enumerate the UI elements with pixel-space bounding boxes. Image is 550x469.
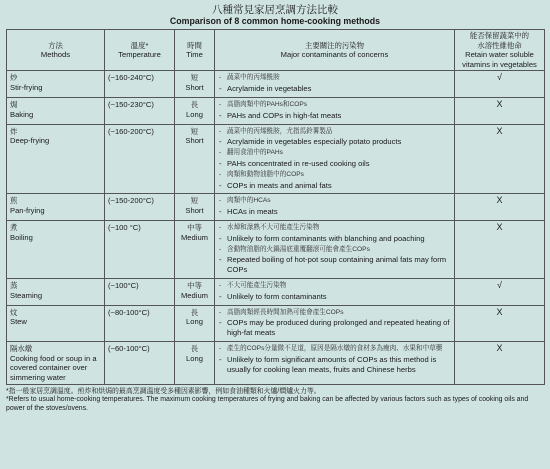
- table-row: [7, 341, 545, 384]
- method-zh: 蒸: [10, 280, 18, 290]
- contaminants-cell: [215, 71, 455, 98]
- contaminant-en: - Acrylamide in vegetables: [218, 84, 451, 94]
- contaminants-cell: [215, 305, 455, 341]
- contaminants-cell: [215, 194, 455, 221]
- contaminants-cell: [215, 278, 455, 305]
- method-cell: [7, 220, 105, 278]
- contaminant-en: - HCAs in meats: [218, 207, 451, 217]
- method-en: Pan-frying: [10, 205, 45, 215]
- footnote: [6, 388, 544, 413]
- time-zh: 中等: [187, 280, 202, 290]
- contaminant-zh: - 含動物油脂的火鍋湯底重覆翻滾可能會產生COPs: [218, 245, 451, 255]
- contaminant-zh: - 蔬菜中的丙烯酰胺，尤指馬鈴薯製品: [218, 127, 451, 137]
- table-row: [7, 220, 545, 278]
- time-cell: [175, 97, 215, 124]
- method-zh: 隔水燉: [10, 343, 33, 353]
- time-en: Short: [185, 205, 204, 215]
- temperature-cell: (~160-240°C): [105, 71, 175, 98]
- contaminants-cell: [215, 220, 455, 278]
- time-cell: [175, 305, 215, 341]
- vitamins-cell: X: [455, 194, 545, 221]
- time-cell: [175, 220, 215, 278]
- vitamins-cell: X: [455, 220, 545, 278]
- time-zh: 短: [190, 73, 199, 83]
- contaminant-en: - PAHs and COPs in high-fat meats: [218, 111, 451, 121]
- time-cell: [175, 71, 215, 98]
- contaminants-cell: [215, 124, 455, 194]
- method-zh: 炸: [10, 126, 18, 136]
- contaminant-en: - Repeated boiling of hot-pot soup containing animal fats may form COPs: [218, 255, 451, 275]
- footnote-chinese: *指一般家居烹調溫度。煎炸和烘焗的最高烹調溫度受多種因素影響，例如食油種類和火爐/燜爐火力等。: [6, 388, 321, 396]
- vitamins-cell: X: [455, 97, 545, 124]
- contaminant-en: - Unlikely to form significant amounts of COPs as this method is usually for cooking lean meats, fruits and Chinese herbs: [218, 355, 451, 375]
- time-cell: [175, 194, 215, 221]
- title-english: Comparison of 8 common home-cooking methods: [169, 16, 381, 26]
- method-en: Stir-frying: [10, 82, 43, 92]
- temperature-cell: (~100 °C): [105, 220, 175, 278]
- contaminant-zh: - 肉類中的HCAs: [218, 196, 451, 206]
- time-en: Long: [186, 353, 203, 363]
- temperature-cell: (~60-100°C): [105, 341, 175, 384]
- temperature-cell: (~80-100°C): [105, 305, 175, 341]
- method-zh: 焗: [10, 99, 18, 109]
- header-contaminants: 主要關注的污染物 Major contaminants of concerns: [215, 30, 455, 71]
- time-en: Medium: [180, 232, 208, 242]
- contaminant-zh: - 肉類和動物油脂中的COPs: [218, 170, 451, 180]
- comparison-table: [6, 29, 545, 385]
- time-zh: 中等: [187, 222, 202, 232]
- method-cell: [7, 124, 105, 194]
- contaminant-zh: - 產生的COPs分量微不足道，原因是隔水燉的食材多為瘦肉、水果和中草藥: [218, 344, 451, 354]
- contaminants-cell: [215, 97, 455, 124]
- table-row: [7, 124, 545, 194]
- time-zh: 長: [190, 307, 199, 317]
- contaminant-zh: - 水焯和淥熟不大可能產生污染物: [218, 223, 451, 233]
- header-vitamins: 能否保留蔬菜中的 水溶性維他命 Retain water soluble vitamins in vegetables: [455, 30, 545, 71]
- header-temperature: 溫度* Temperature: [105, 30, 175, 71]
- time-en: Long: [186, 317, 203, 327]
- table-row: [7, 305, 545, 341]
- method-zh: 煎: [10, 196, 18, 206]
- contaminant-zh: - 高脂肉類經長時間加熱可能會產生COPs: [218, 308, 451, 318]
- time-en: Medium: [180, 290, 208, 300]
- header-time: 時間 Time: [175, 30, 215, 71]
- method-zh: 炆: [10, 307, 18, 317]
- method-en: Baking: [10, 109, 34, 119]
- time-cell: [175, 278, 215, 305]
- method-cell: [7, 278, 105, 305]
- temperature-cell: (~150-200°C): [105, 194, 175, 221]
- contaminant-zh: - 高脂肉類中的PAHs和COPs: [218, 100, 451, 110]
- contaminant-en: - PAHs concentrated in re-used cooking oils: [218, 159, 451, 169]
- method-en: Stew: [10, 317, 27, 327]
- table-row: [7, 97, 545, 124]
- contaminant-zh: - 不大可能產生污染物: [218, 281, 451, 291]
- contaminant-en: - Acrylamide in vegetables especially potato products: [218, 137, 451, 147]
- contaminant-en: - Unlikely to form contaminants with blanching and poaching: [218, 234, 451, 244]
- time-en: Short: [185, 82, 204, 92]
- time-zh: 長: [190, 343, 199, 353]
- time-en: Long: [186, 109, 203, 119]
- method-en: Boiling: [10, 232, 33, 242]
- time-cell: [175, 124, 215, 194]
- method-cell: [7, 305, 105, 341]
- contaminant-zh: - 蔬菜中的丙烯酰胺: [218, 73, 451, 83]
- method-en: Steaming: [10, 290, 43, 300]
- contaminant-en: - COPs may be produced during prolonged and repeated heating of high-fat meats: [218, 318, 451, 338]
- method-zh: 炒: [10, 73, 18, 83]
- header-methods: 方法 Methods: [7, 30, 105, 71]
- table-row: [7, 71, 545, 98]
- time-cell: [175, 341, 215, 384]
- method-en: Cooking food or soup in a covered container over simmering water: [10, 353, 97, 382]
- time-zh: 長: [190, 99, 199, 109]
- temperature-cell: (~100°C): [105, 278, 175, 305]
- footnote-english: *Refers to usual home-cooking temperatures. The maximum cooking temperatures of frying and baking can be affected by various factors such as types of cooking oils and power of the stoves/ovens.: [6, 396, 529, 412]
- time-en: Short: [185, 136, 204, 146]
- contaminant-en: - Unlikely to form contaminants: [218, 292, 451, 302]
- contaminant-zh: - 翻用食油中的PAHs: [218, 148, 451, 158]
- method-cell: [7, 194, 105, 221]
- temperature-cell: (~160-200°C): [105, 124, 175, 194]
- method-en: Deep-frying: [10, 136, 50, 146]
- method-cell: [7, 341, 105, 384]
- vitamins-cell: √: [455, 71, 545, 98]
- vitamins-cell: √: [455, 278, 545, 305]
- contaminant-en: - COPs in meats and animal fats: [218, 181, 451, 191]
- time-zh: 短: [190, 196, 199, 206]
- vitamins-cell: X: [455, 341, 545, 384]
- method-zh: 煮: [10, 222, 18, 232]
- method-cell: [7, 97, 105, 124]
- table-row: [7, 278, 545, 305]
- table-row: [7, 194, 545, 221]
- method-cell: [7, 71, 105, 98]
- temperature-cell: (~150-230°C): [105, 97, 175, 124]
- table-header-row: [7, 30, 545, 71]
- contaminants-cell: [215, 341, 455, 384]
- vitamins-cell: X: [455, 305, 545, 341]
- vitamins-cell: X: [455, 124, 545, 194]
- title-chinese: 八種常見家居烹調方法比較: [212, 4, 338, 16]
- time-zh: 短: [190, 126, 199, 136]
